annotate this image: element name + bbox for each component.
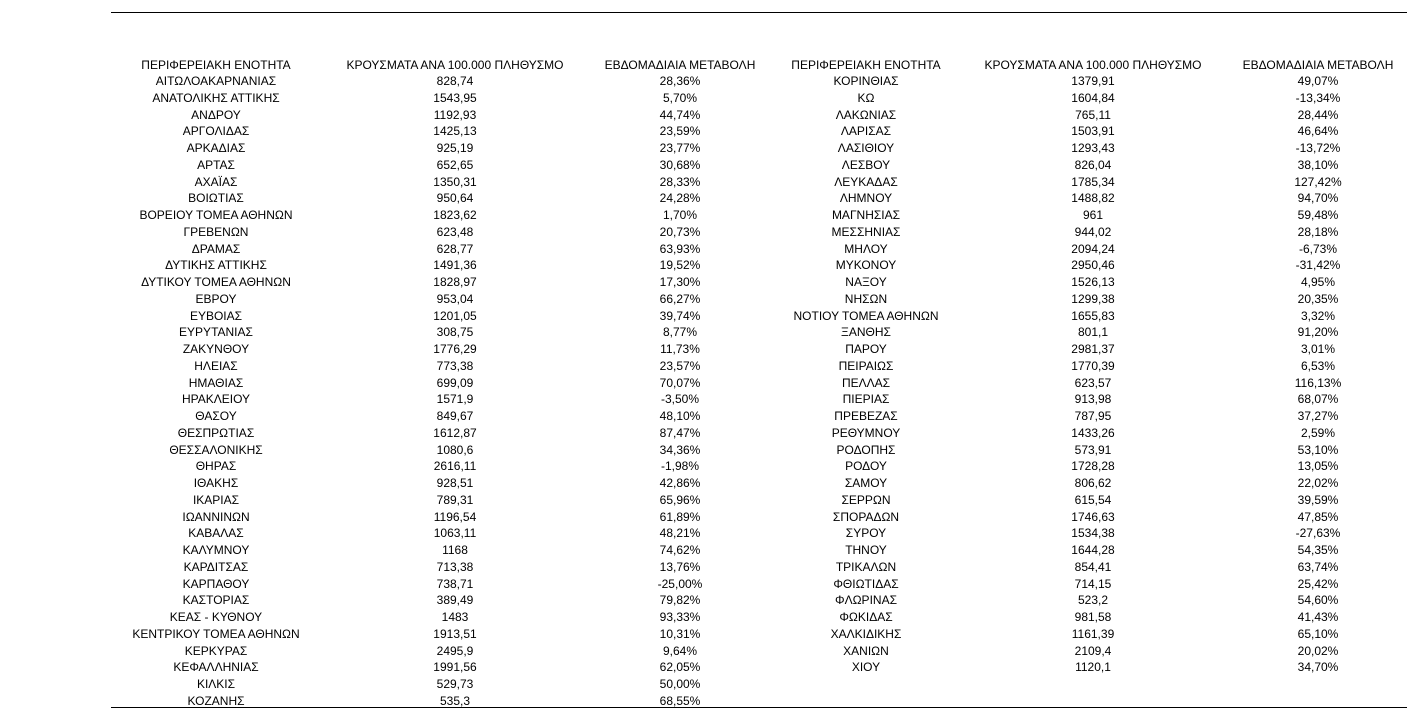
table-row — [0, 509, 1426, 526]
change-cell: 3,01% — [1300, 342, 1336, 356]
cases-cell: 1161,39 — [1071, 626, 1115, 641]
change-cell: 10,31% — [659, 626, 701, 641]
cases-cell: 1785,34 — [1071, 174, 1115, 189]
region-cell: ΘΕΣΠΡΩΤΙΑΣ — [177, 425, 255, 440]
change-cell: 62,05% — [659, 660, 701, 675]
cases-cell: 738,71 — [436, 576, 474, 591]
change-cell: -31,42% — [1295, 258, 1341, 273]
header-change-left: ΕΒΔΟΜΑΔΙΑΙΑ ΜΕΤΑΒΟΛΗ — [604, 58, 756, 72]
region-cell: ΠΡΕΒΕΖΑΣ — [834, 409, 898, 423]
cases-cell: 1644,28 — [1071, 543, 1115, 557]
cases-cell: 1168 — [442, 543, 468, 557]
change-cell: 63,93% — [659, 241, 701, 256]
change-cell: 24,28% — [659, 191, 701, 206]
region-cell: ΛΑΣΙΘΙΟΥ — [837, 141, 895, 155]
region-cell: ΑΡΤΑΣ — [197, 157, 235, 172]
cases-cell: 925,19 — [436, 141, 474, 155]
change-cell: 28,44% — [1297, 107, 1339, 122]
table-row — [0, 676, 1426, 693]
table-row — [0, 90, 1426, 107]
change-cell: 13,05% — [1297, 459, 1339, 474]
table-row — [0, 408, 1426, 425]
region-cell: ΚΕΡΚΥΡΑΣ — [184, 643, 248, 658]
change-cell: 47,85% — [1297, 509, 1339, 524]
cases-cell: 787,95 — [1074, 409, 1112, 423]
table-row — [0, 458, 1426, 475]
region-cell: ΚΟΡΙΝΘΙΑΣ — [833, 74, 899, 88]
region-cell: ΚΕΝΤΡΙΚΟΥ ΤΟΜΕΑ ΑΘΗΝΩΝ — [132, 626, 300, 641]
region-cell: ΑΡΓΟΛΙΔΑΣ — [182, 124, 250, 139]
change-cell: 8,77% — [662, 325, 698, 340]
change-cell: 68,07% — [1297, 392, 1339, 407]
table-row — [0, 308, 1426, 325]
change-cell: 91,20% — [1297, 325, 1339, 340]
header-cases-left: ΚΡΟΥΣΜΑΤΑ ΑΝΑ 100.000 ΠΛΗΘΥΣΜΟ — [346, 58, 564, 72]
change-cell: 68,55% — [659, 693, 701, 708]
region-cell: ΚΑΡΠΑΘΟΥ — [182, 576, 250, 591]
cases-cell: 944,02 — [1074, 224, 1112, 239]
change-cell: 87,47% — [659, 425, 701, 440]
region-cell: ΛΑΡΙΣΑΣ — [840, 124, 892, 139]
change-cell: 48,21% — [659, 526, 701, 541]
change-cell: 70,07% — [659, 375, 701, 390]
cases-cell: 1612,87 — [433, 425, 477, 440]
header-row — [0, 57, 1426, 74]
cases-cell: 628,77 — [436, 241, 474, 256]
header-region-left: ΠΕΡΙΦΕΡΕΙΑΚΗ ΕΝΟΤΗΤΑ — [141, 58, 291, 72]
change-cell: 54,35% — [1297, 543, 1339, 557]
table-row — [0, 257, 1426, 274]
cases-cell: 1196,54 — [433, 509, 477, 524]
table-row — [0, 123, 1426, 140]
region-cell: ΝΟΤΙΟΥ ΤΟΜΕΑ ΑΘΗΝΩΝ — [793, 308, 939, 323]
change-cell: 5,70% — [662, 90, 698, 105]
cases-cell: 1534,38 — [1071, 526, 1115, 541]
table-row — [0, 442, 1426, 459]
change-cell: 28,33% — [659, 174, 701, 189]
cases-cell: 981,58 — [1074, 610, 1112, 624]
cases-cell: 389,49 — [436, 593, 474, 608]
cases-cell: 1201,05 — [433, 308, 477, 323]
region-cell: ΔΡΑΜΑΣ — [191, 241, 241, 256]
header-cases-right: ΚΡΟΥΣΜΑΤΑ ΑΝΑ 100.000 ΠΛΗΘΥΣΜΟ — [984, 58, 1202, 72]
table-row — [0, 324, 1426, 341]
table-row — [0, 425, 1426, 442]
region-cell: ΡΟΔΟΠΗΣ — [836, 442, 896, 457]
cases-cell: 950,64 — [436, 191, 474, 206]
cases-cell: 1823,62 — [433, 208, 477, 222]
cases-cell: 1293,43 — [1071, 141, 1115, 155]
region-cell: ΚΕΦΑΛΛΗΝΙΑΣ — [173, 660, 259, 675]
change-cell: 41,43% — [1297, 610, 1339, 624]
change-cell: -6,73% — [1298, 241, 1338, 256]
region-cell: ΚΑΣΤΟΡΙΑΣ — [182, 593, 250, 608]
change-cell: 20,73% — [659, 224, 701, 239]
change-cell: 23,59% — [659, 124, 701, 139]
region-cell: ΔΥΤΙΚΗΣ ΑΤΤΙΚΗΣ — [165, 258, 267, 273]
table-row — [0, 475, 1426, 492]
cases-cell: 1571,9 — [436, 392, 474, 407]
table-row — [0, 559, 1426, 576]
cases-cell: 1379,91 — [1071, 74, 1115, 88]
region-cell: ΔΥΤΙΚΟΥ ΤΟΜΕΑ ΑΘΗΝΩΝ — [141, 275, 291, 289]
cases-cell: 615,54 — [1074, 492, 1112, 507]
change-cell: 13,76% — [659, 559, 701, 574]
cases-cell: 523,2 — [1077, 593, 1109, 608]
change-cell: 25,42% — [1297, 576, 1339, 591]
cases-cell: 1120,1 — [1075, 660, 1111, 675]
region-cell: ΜΗΛΟΥ — [844, 241, 888, 256]
cases-cell: 1543,95 — [433, 90, 477, 105]
change-cell: 34,36% — [659, 442, 701, 457]
region-cell: ΜΥΚΟΝΟΥ — [835, 258, 897, 273]
change-cell: 44,74% — [659, 107, 701, 122]
cases-cell: 2950,46 — [1071, 258, 1115, 273]
region-cell: ΛΕΥΚΑΔΑΣ — [834, 174, 898, 189]
region-cell: ΚΕΑΣ - ΚΥΘΝΟΥ — [169, 610, 263, 624]
region-cell: ΓΡΕΒΕΝΩΝ — [183, 224, 249, 239]
region-cell: ΚΑΒΑΛΑΣ — [188, 526, 244, 541]
change-cell: -1,98% — [660, 459, 700, 474]
cases-cell: 2616,11 — [433, 459, 477, 474]
change-cell: 19,52% — [659, 258, 701, 273]
region-cell: ΦΛΩΡΙΝΑΣ — [835, 593, 897, 608]
cases-cell: 535,3 — [439, 693, 471, 708]
cases-cell: 1526,13 — [1071, 275, 1115, 289]
change-cell: 65,10% — [1297, 626, 1339, 641]
region-cell: ΝΗΣΩΝ — [844, 291, 888, 306]
top-rule — [111, 12, 1407, 13]
region-cell: ΛΑΚΩΝΙΑΣ — [835, 107, 897, 122]
region-cell: ΦΩΚΙΔΑΣ — [839, 610, 893, 624]
region-cell: ΕΥΡΥΤΑΝΙΑΣ — [179, 325, 253, 340]
region-cell: ΗΜΑΘΙΑΣ — [188, 375, 244, 390]
cases-cell: 1483 — [441, 610, 469, 624]
cases-cell: 1828,97 — [433, 275, 477, 289]
region-cell: ΗΡΑΚΛΕΙΟΥ — [181, 392, 251, 407]
change-cell: -13,72% — [1295, 141, 1341, 155]
change-cell: 28,36% — [659, 74, 701, 88]
cases-cell: 714,15 — [1074, 576, 1112, 591]
cases-cell: 573,91 — [1074, 442, 1112, 457]
change-cell: 28,18% — [1297, 224, 1339, 239]
cases-cell: 826,04 — [1074, 157, 1112, 172]
region-cell: ΣΥΡΟΥ — [845, 526, 887, 541]
region-cell: ΠΙΕΡΙΑΣ — [842, 392, 890, 407]
region-cell: ΑΝΑΤΟΛΙΚΗΣ ΑΤΤΙΚΗΣ — [152, 90, 280, 105]
region-cell: ΙΚΑΡΙΑΣ — [192, 492, 240, 507]
cases-cell: 1491,36 — [433, 258, 477, 273]
region-cell: ΣΕΡΡΩΝ — [841, 492, 891, 507]
change-cell: 23,77% — [659, 141, 701, 155]
change-cell: 61,89% — [659, 509, 701, 524]
change-cell: 66,27% — [659, 291, 701, 306]
cases-cell: 953,04 — [436, 291, 474, 306]
table-row — [0, 190, 1426, 207]
change-cell: -13,34% — [1295, 90, 1341, 105]
cases-cell: 928,51 — [436, 476, 474, 490]
change-cell: 50,00% — [659, 677, 701, 691]
change-cell: 54,60% — [1297, 593, 1339, 608]
cases-cell: 1913,51 — [433, 626, 477, 641]
region-cell: ΘΕΣΣΑΛΟΝΙΚΗΣ — [169, 442, 263, 457]
region-cell: ΡΟΔΟΥ — [845, 459, 887, 474]
cases-cell: 713,38 — [436, 559, 474, 574]
region-cell: ΙΩΑΝΝΙΝΩΝ — [182, 509, 250, 524]
change-cell: -27,63% — [1295, 526, 1341, 541]
change-cell: 59,48% — [1297, 208, 1339, 222]
table-row — [0, 525, 1426, 542]
cases-cell: 1425,13 — [433, 124, 477, 139]
table-row — [0, 609, 1426, 626]
region-cell: ΤΗΝΟΥ — [845, 543, 887, 557]
region-cell: ΚΟΖΑΝΗΣ — [187, 693, 245, 708]
change-cell: 49,07% — [1297, 74, 1339, 88]
cases-cell: 1503,91 — [1071, 124, 1115, 139]
table-row — [0, 274, 1426, 291]
cases-cell: 1770,39 — [1071, 358, 1115, 373]
table-row — [0, 73, 1426, 90]
region-cell: ΒΟΙΩΤΙΑΣ — [188, 191, 244, 206]
region-cell: ΡΕΘΥΜΝΟΥ — [831, 425, 901, 440]
cases-cell: 1488,82 — [1071, 191, 1115, 206]
region-cell: ΗΛΕΙΑΣ — [194, 358, 238, 373]
change-cell: 39,59% — [1297, 492, 1339, 507]
change-cell: -25,00% — [657, 576, 703, 591]
region-cell: ΘΗΡΑΣ — [195, 459, 237, 474]
table-row — [0, 291, 1426, 308]
cases-cell: 2981,37 — [1071, 342, 1115, 356]
change-cell: 20,02% — [1297, 643, 1339, 658]
cases-cell: 854,41 — [1074, 559, 1112, 574]
region-cell: ΒΟΡΕΙΟΥ ΤΟΜΕΑ ΑΘΗΝΩΝ — [139, 208, 293, 222]
table-row — [0, 643, 1426, 660]
region-cell: ΛΗΜΝΟΥ — [839, 191, 893, 206]
region-cell: ΜΕΣΣΗΝΙΑΣ — [831, 224, 901, 239]
region-cell: ΙΘΑΚΗΣ — [193, 476, 239, 490]
table-row — [0, 659, 1426, 676]
region-cell: ΠΕΛΛΑΣ — [841, 375, 891, 390]
change-cell: 34,70% — [1297, 660, 1339, 675]
cases-cell: 849,67 — [436, 409, 474, 423]
region-cell: ΣΑΜΟΥ — [844, 476, 888, 490]
change-cell: 94,70% — [1297, 191, 1339, 206]
cases-cell: 1433,26 — [1071, 425, 1115, 440]
cases-cell: 1350,31 — [433, 174, 477, 189]
cases-cell: 1746,63 — [1071, 509, 1115, 524]
table-row — [0, 207, 1426, 224]
change-cell: 48,10% — [659, 409, 701, 423]
table-row — [0, 492, 1426, 509]
region-cell: ΑΡΚΑΔΙΑΣ — [186, 141, 246, 155]
cases-cell: 1991,56 — [433, 660, 477, 675]
cases-cell: 699,09 — [436, 375, 474, 390]
table-row — [0, 241, 1426, 258]
change-cell: 116,13% — [1294, 375, 1342, 390]
cases-cell: 623,48 — [436, 224, 474, 239]
region-cell: ΦΘΙΩΤΙΔΑΣ — [833, 576, 899, 591]
change-cell: 22,02% — [1297, 476, 1339, 490]
change-cell: 6,53% — [1300, 358, 1336, 373]
region-cell: ΑΙΤΩΛΟΑΚΑΡΝΑΝΙΑΣ — [155, 74, 277, 88]
change-cell: 20,35% — [1297, 291, 1339, 306]
change-cell: 11,73% — [660, 342, 700, 356]
region-cell: ΚΙΛΚΙΣ — [196, 677, 236, 691]
cases-cell: 1776,29 — [433, 342, 477, 356]
table-row — [0, 542, 1426, 559]
region-cell: ΑΧΑΪΑΣ — [194, 174, 238, 189]
change-cell: 127,42% — [1294, 174, 1342, 189]
change-cell: 17,30% — [659, 275, 701, 289]
cases-cell: 1728,28 — [1071, 459, 1115, 474]
region-cell: ΑΝΔΡΟΥ — [191, 107, 241, 122]
region-cell: ΛΕΣΒΟΥ — [841, 157, 891, 172]
cases-cell: 806,62 — [1074, 476, 1112, 490]
table-row — [0, 391, 1426, 408]
region-cell: ΘΑΣΟΥ — [195, 409, 237, 423]
region-cell: ΧΑΛΚΙΔΙΚΗΣ — [830, 626, 902, 641]
table-row — [0, 341, 1426, 358]
change-cell: 79,82% — [659, 593, 701, 608]
change-cell: 74,62% — [659, 543, 701, 557]
region-cell: ΤΡΙΚΑΛΩΝ — [835, 559, 897, 574]
region-cell: ΧΙΟΥ — [851, 660, 881, 675]
change-cell: 93,33% — [659, 610, 701, 624]
cases-cell: 2495,9 — [436, 643, 474, 658]
region-cell: ΕΒΡΟΥ — [195, 291, 237, 306]
cases-cell: 773,38 — [436, 358, 474, 373]
table-row — [0, 174, 1426, 191]
region-cell: ΞΑΝΘΗΣ — [841, 325, 891, 340]
region-cell: ΚΑΛΥΜΝΟΥ — [182, 543, 250, 557]
bottom-rule — [111, 707, 1407, 708]
region-cell: ΣΠΟΡΑΔΩΝ — [832, 509, 900, 524]
cases-cell: 1299,38 — [1071, 291, 1115, 306]
region-cell: ΠΕΙΡΑΙΩΣ — [838, 358, 894, 373]
header-region-right: ΠΕΡΙΦΕΡΕΙΑΚΗ ΕΝΟΤΗΤΑ — [791, 58, 941, 72]
cases-cell: 529,73 — [436, 677, 474, 691]
cases-cell: 1604,84 — [1071, 90, 1115, 105]
cases-cell: 789,31 — [436, 492, 474, 507]
cases-cell: 801,1 — [1077, 325, 1109, 340]
table-row — [0, 358, 1426, 375]
change-cell: 30,68% — [659, 157, 701, 172]
change-cell: 9,64% — [662, 643, 698, 658]
table-row — [0, 626, 1426, 643]
table-row — [0, 375, 1426, 392]
change-cell: 39,74% — [659, 308, 701, 323]
region-cell: ΚΩ — [857, 90, 875, 105]
cases-cell: 1080,6 — [436, 442, 474, 457]
cases-cell: 1192,93 — [433, 107, 477, 122]
change-cell: 46,64% — [1297, 124, 1339, 139]
change-cell: 63,74% — [1297, 559, 1339, 574]
change-cell: 38,10% — [1297, 157, 1339, 172]
change-cell: -3,50% — [660, 392, 700, 407]
cases-cell: 308,75 — [436, 325, 474, 340]
change-cell: 1,70% — [662, 208, 698, 222]
cases-cell: 961 — [1082, 208, 1104, 222]
cases-cell: 913,98 — [1074, 392, 1112, 407]
table-row — [0, 224, 1426, 241]
change-cell: 65,96% — [659, 492, 701, 507]
cases-cell: 2109,4 — [1074, 643, 1112, 658]
cases-cell: 1655,83 — [1071, 308, 1115, 323]
table-row — [0, 107, 1426, 124]
change-cell: 42,86% — [659, 476, 701, 490]
cases-cell: 1063,11 — [433, 526, 477, 541]
change-cell: 4,95% — [1300, 275, 1336, 289]
change-cell: 3,32% — [1300, 308, 1336, 323]
cases-cell: 828,74 — [436, 74, 474, 88]
change-cell: 37,27% — [1297, 409, 1339, 423]
region-cell: ΚΑΡΔΙΤΣΑΣ — [183, 559, 249, 574]
region-cell: ΧΑΝΙΩΝ — [843, 643, 889, 658]
cases-cell: 765,11 — [1075, 107, 1111, 122]
region-cell: ΜΑΓΝΗΣΙΑΣ — [831, 208, 901, 222]
table-row — [0, 592, 1426, 609]
change-cell: 2,59% — [1300, 425, 1336, 440]
change-cell: 53,10% — [1297, 442, 1339, 457]
header-change-right: ΕΒΔΟΜΑΔΙΑΙΑ ΜΕΤΑΒΟΛΗ — [1242, 58, 1394, 72]
region-cell: ΠΑΡΟΥ — [845, 342, 887, 356]
table-row — [0, 576, 1426, 593]
change-cell: 23,57% — [659, 358, 701, 373]
cases-cell: 623,57 — [1074, 375, 1112, 390]
cases-cell: 2094,24 — [1071, 241, 1115, 256]
table-row — [0, 140, 1426, 157]
table-row — [0, 157, 1426, 174]
region-cell: ΝΑΞΟΥ — [845, 275, 887, 289]
region-cell: ΕΥΒΟΙΑΣ — [189, 308, 243, 323]
region-cell: ΖΑΚΥΝΘΟΥ — [182, 342, 250, 356]
cases-cell: 652,65 — [436, 157, 474, 172]
